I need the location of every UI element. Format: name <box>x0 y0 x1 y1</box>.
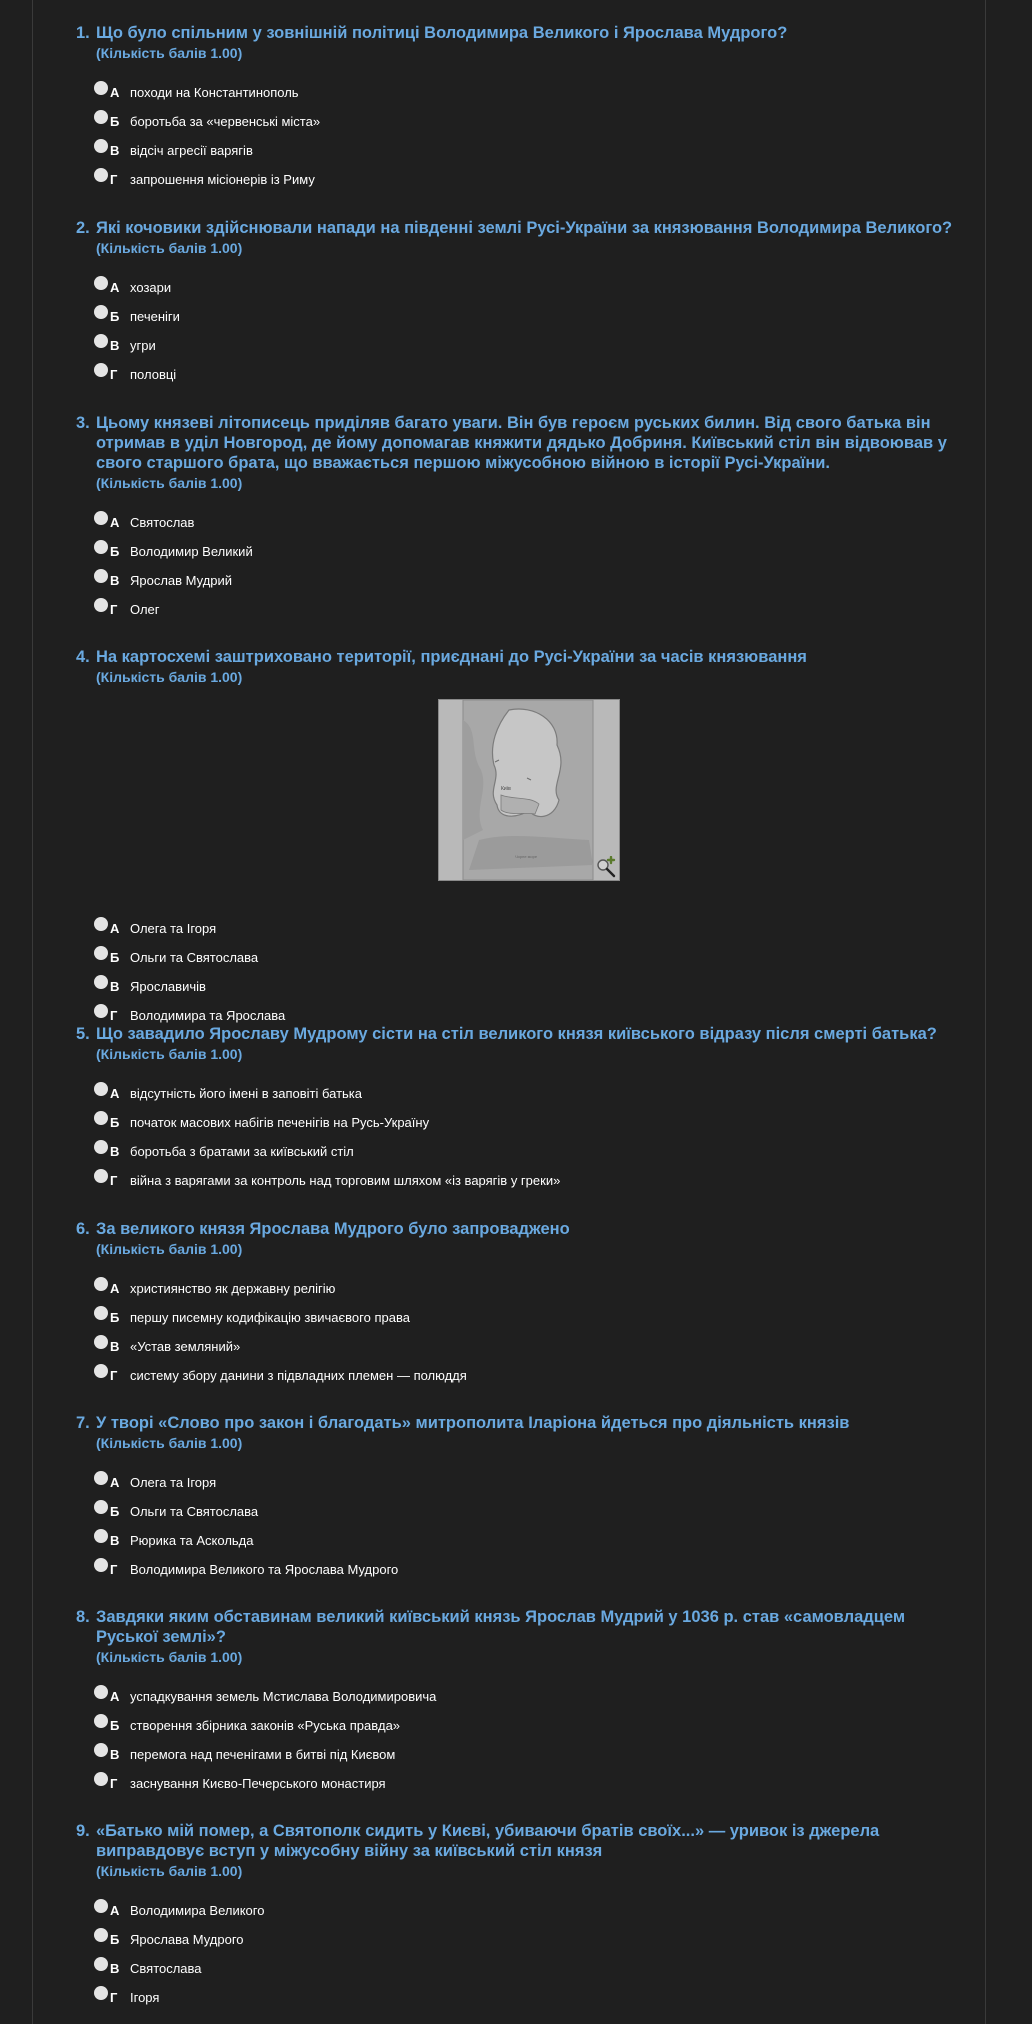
answer-option[interactable]: В Святослава <box>94 1954 956 1983</box>
radio-button[interactable] <box>94 1772 108 1786</box>
answer-option[interactable]: В угри <box>94 331 956 360</box>
radio-button[interactable] <box>94 1082 108 1096</box>
question-title: 8. Завдяки яким обставинам великий київський князь Ярослав Мудрий у 1036 р. став «самовладцем Руської землі»? <box>76 1608 906 1646</box>
question-title: 4. На картосхемі заштриховано території, приєднані до Русі-України за часів князювання <box>76 648 807 666</box>
answer-option[interactable]: А Олега та Ігоря <box>94 1468 956 1497</box>
answer-option[interactable]: Г війна з варягами за контроль над торговим шляхом «із варягів у греки» <box>94 1166 956 1195</box>
radio-button[interactable] <box>94 975 108 989</box>
map-drawing <box>439 700 619 880</box>
radio-button[interactable] <box>94 110 108 124</box>
answer-option[interactable]: А християнство як державну релігію <box>94 1274 956 1303</box>
radio-button[interactable] <box>94 1714 108 1728</box>
radio-button[interactable] <box>94 1471 108 1485</box>
radio-button[interactable] <box>94 1004 108 1018</box>
radio-button[interactable] <box>94 168 108 182</box>
radio-button[interactable] <box>94 1277 108 1291</box>
question-9 <box>76 1821 956 2012</box>
points-label: (Кількість балів 1.00) <box>96 1649 243 1665</box>
points-label: (Кількість балів 1.00) <box>96 45 243 61</box>
question-title: 1. Що було спільним у зовнішній політиці Володимира Великого і Ярослава Мудрого? <box>76 24 788 42</box>
question-title: 6. За великого князя Ярослава Мудрого було запроваджено <box>76 1220 570 1238</box>
answer-option[interactable]: В відсіч агресії варягів <box>94 136 956 165</box>
radio-button[interactable] <box>94 1899 108 1913</box>
points-label: (Кількість балів 1.00) <box>96 1435 243 1451</box>
points-label: (Кількість балів 1.00) <box>96 475 243 491</box>
radio-button[interactable] <box>94 946 108 960</box>
radio-button[interactable] <box>94 81 108 95</box>
radio-button[interactable] <box>94 334 108 348</box>
radio-button[interactable] <box>94 1140 108 1154</box>
answer-option[interactable]: Б боротьба за «червенські міста» <box>94 107 956 136</box>
radio-button[interactable] <box>94 139 108 153</box>
answer-option[interactable]: А Святослав <box>94 508 956 537</box>
radio-button[interactable] <box>94 511 108 525</box>
answer-option[interactable]: Б початок масових набігів печенігів на Русь-Україну <box>94 1108 956 1137</box>
answer-option[interactable]: Г Олег <box>94 595 956 624</box>
radio-button[interactable] <box>94 363 108 377</box>
radio-button[interactable] <box>94 1685 108 1699</box>
question-title: 3. Цьому князеві літописець приділяв багато уваги. Він був героєм руських билин. Від свого батька він отримав в уділ Новгород, де йому допомагав княжити дядько Добриня. Київський стіл він відвоював у свого старшого брата, що вважається першою міжусобною війною в історії Русі-України. <box>76 414 947 472</box>
radio-button[interactable] <box>94 1169 108 1183</box>
question-1 <box>76 23 956 194</box>
answer-option[interactable]: В Рюрика та Аскольда <box>94 1526 956 1555</box>
answer-option[interactable]: Б печеніги <box>94 302 956 331</box>
map-label: Київ <box>501 786 511 792</box>
question-5 <box>76 1024 956 1195</box>
answer-option[interactable]: Г систему збору данини з підвладних племен — полюддя <box>94 1361 956 1390</box>
radio-button[interactable] <box>94 1529 108 1543</box>
radio-button[interactable] <box>94 1743 108 1757</box>
points-label: (Кількість балів 1.00) <box>96 240 243 256</box>
answer-option[interactable]: В перемога над печенігами в битві під Києвом <box>94 1740 956 1769</box>
answer-option[interactable]: Г Ігоря <box>94 1983 956 2012</box>
answer-option[interactable]: А Олега та Ігоря <box>94 914 956 943</box>
question-title: 9. «Батько мій помер, а Святополк сидить у Києві, убиваючи братів своїх...» — уривок із джерела виправдовує вступ у міжусобну війну за київський стіл князя <box>76 1822 880 1860</box>
question-3 <box>76 413 956 624</box>
radio-button[interactable] <box>94 598 108 612</box>
answer-option[interactable]: Б Ярослава Мудрого <box>94 1925 956 1954</box>
answer-option[interactable]: Б Ольги та Святослава <box>94 943 956 972</box>
radio-button[interactable] <box>94 1957 108 1971</box>
zoom-icon[interactable] <box>595 856 617 878</box>
points-label: (Кількість балів 1.00) <box>96 669 243 685</box>
answer-option[interactable]: Б Ольги та Святослава <box>94 1497 956 1526</box>
radio-button[interactable] <box>94 540 108 554</box>
points-label: (Кількість балів 1.00) <box>96 1863 243 1879</box>
answer-option[interactable]: В «Устав земляний» <box>94 1332 956 1361</box>
answer-option[interactable]: А хозари <box>94 273 956 302</box>
answer-option[interactable]: Б Володимир Великий <box>94 537 956 566</box>
points-label: (Кількість балів 1.00) <box>96 1241 243 1257</box>
radio-button[interactable] <box>94 1928 108 1942</box>
radio-button[interactable] <box>94 917 108 931</box>
map-label: Чорне море <box>515 854 538 859</box>
question-8 <box>76 1607 956 1798</box>
radio-button[interactable] <box>94 1500 108 1514</box>
map-image[interactable] <box>438 699 620 881</box>
answer-option[interactable]: А походи на Константинополь <box>94 78 956 107</box>
answer-option[interactable]: А успадкування земель Мстислава Володимировича <box>94 1682 956 1711</box>
question-6 <box>76 1219 956 1390</box>
radio-button[interactable] <box>94 1986 108 2000</box>
radio-button[interactable] <box>94 1306 108 1320</box>
points-label: (Кількість балів 1.00) <box>96 1046 243 1062</box>
answer-option[interactable]: В Ярослав Мудрий <box>94 566 956 595</box>
radio-button[interactable] <box>94 569 108 583</box>
radio-button[interactable] <box>94 1558 108 1572</box>
answer-option[interactable]: Г половці <box>94 360 956 389</box>
radio-button[interactable] <box>94 1335 108 1349</box>
answer-option[interactable]: Г Володимира Великого та Ярослава Мудрого <box>94 1555 956 1584</box>
radio-button[interactable] <box>94 276 108 290</box>
answer-option[interactable]: Б першу писемну кодифікацію звичаєвого права <box>94 1303 956 1332</box>
answer-option[interactable]: Г Володимира та Ярослава <box>94 1001 956 1030</box>
question-title: 2. Які кочовики здійснювали напади на південні землі Русі-України за князювання Володимира Великого? <box>76 219 953 237</box>
answer-option[interactable]: Г запрошення місіонерів із Риму <box>94 165 956 194</box>
question-title: 7. У творі «Слово про закон і благодать» митрополита Іларіона йдеться про діяльність князів <box>76 1414 850 1432</box>
question-title: 5. Що завадило Ярославу Мудрому сісти на стіл великого князя київського відразу після смерті батька? <box>76 1025 937 1043</box>
radio-button[interactable] <box>94 305 108 319</box>
radio-button[interactable] <box>94 1364 108 1378</box>
answer-option[interactable]: В боротьба з братами за київський стіл <box>94 1137 956 1166</box>
answer-option[interactable]: В Ярославичів <box>94 972 956 1001</box>
answer-option[interactable]: Г заснування Києво-Печерського монастиря <box>94 1769 956 1798</box>
answer-option[interactable]: Б створення збірника законів «Руська правда» <box>94 1711 956 1740</box>
answer-option[interactable]: А Володимира Великого <box>94 1896 956 1925</box>
question-7 <box>76 1413 956 1584</box>
answer-option[interactable]: А відсутність його імені в заповіті батька <box>94 1079 956 1108</box>
question-2 <box>76 218 956 389</box>
radio-button[interactable] <box>94 1111 108 1125</box>
